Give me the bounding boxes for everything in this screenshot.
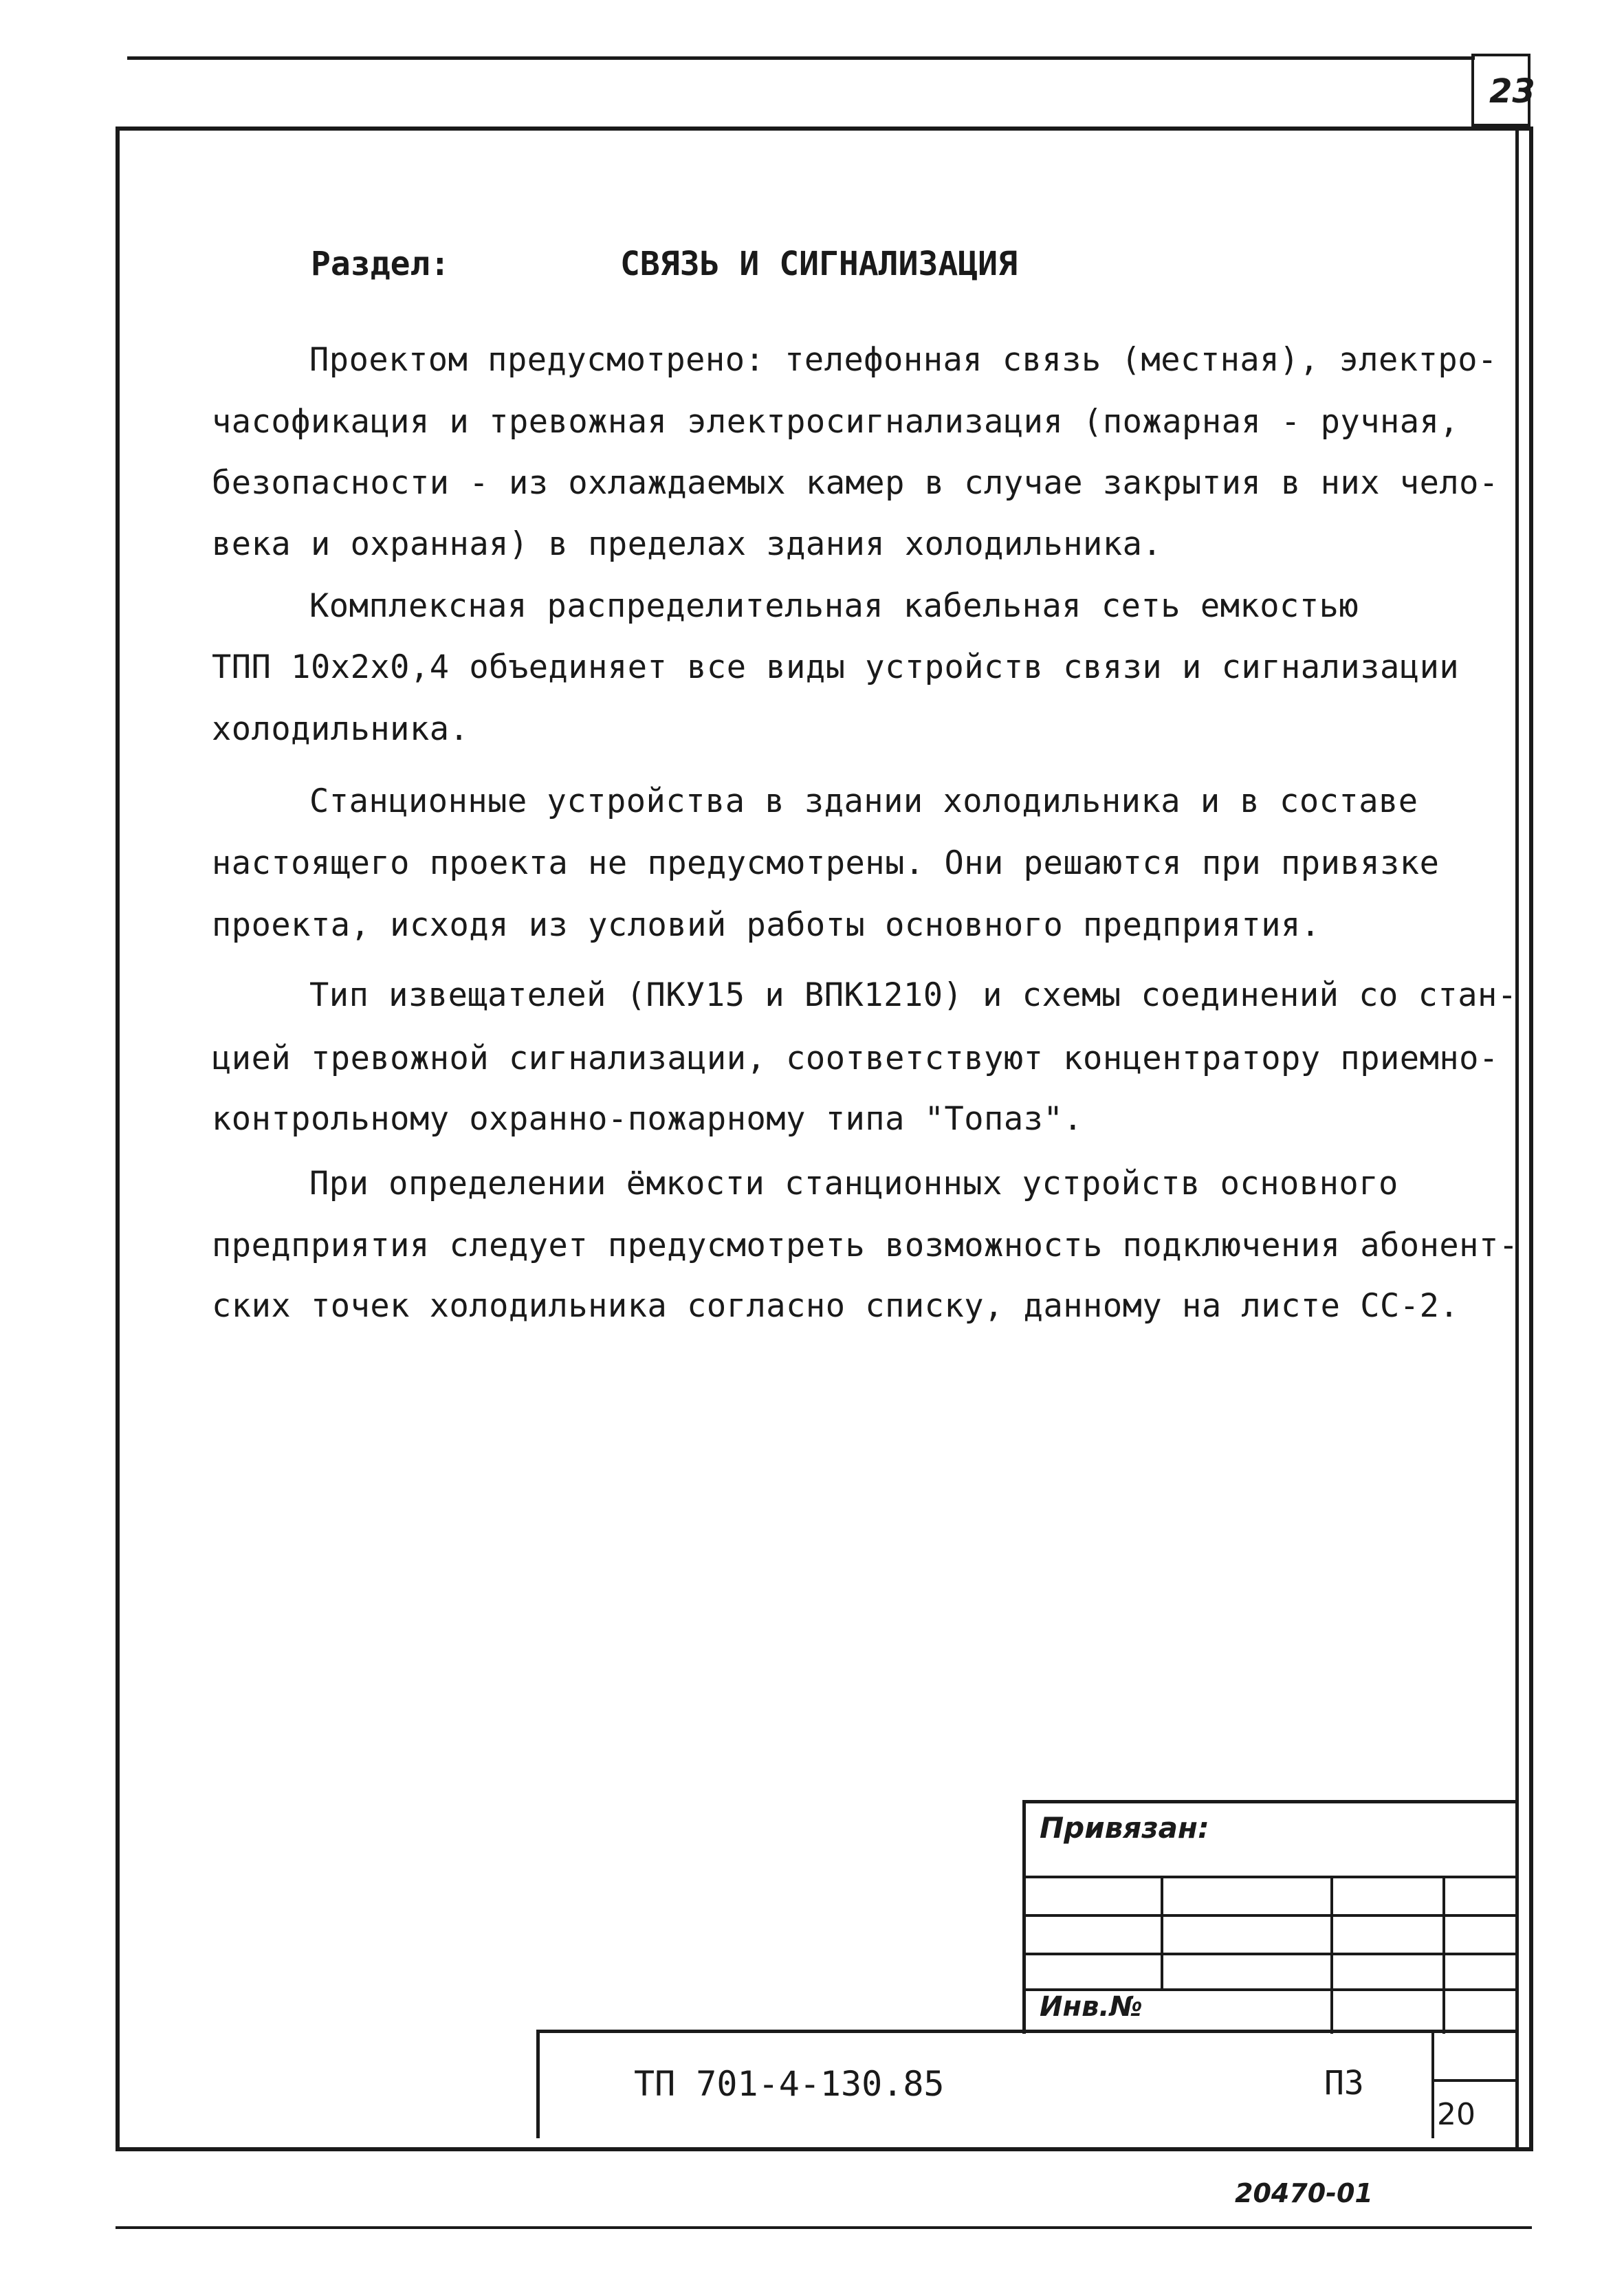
body-line: часофикация и тревожная электросигнализация (пожарная - ручная, (212, 403, 1460, 441)
inv-label: Инв.№ (1040, 1991, 1143, 2023)
body-line: холодильника. (212, 710, 470, 748)
page-number: 23 (1489, 72, 1535, 111)
sheet-number: 20 (1437, 2097, 1475, 2132)
body-line: проекта, исходя из условий работы основного предприятия. (212, 906, 1321, 944)
body-line: Проектом предусмотрено: телефонная связь (местная), электро- (309, 341, 1497, 379)
document-code: ТП 701-4-130.85 (634, 2064, 945, 2104)
body-line: контрольному охранно-пожарному типа "Топаз". (212, 1100, 1084, 1138)
stamp-vline-2 (1330, 1876, 1333, 2034)
body-line: настоящего проекта не предусмотрены. Они решаются при привязке (212, 844, 1440, 882)
footer-number: 20470-01 (1235, 2178, 1373, 2208)
top-border-line (127, 56, 1475, 60)
body-line: предприятия следует предусмотреть возможность подключения абонент- (212, 1227, 1519, 1264)
body-line: цией тревожной сигнализации, соответствуют концентратору приемно- (212, 1040, 1499, 1077)
title-block-left-line (536, 2030, 540, 2138)
privyazan-label: Привязан: (1040, 1811, 1209, 1845)
stamp-vline-1 (1161, 1876, 1163, 1990)
sheet-box-top-line (1431, 2079, 1518, 2082)
section-label: Раздел: (311, 245, 450, 283)
body-line: Тип извещателей (ПКУ15 и ВПК1210) и схемы соединений со стан- (309, 976, 1517, 1014)
stamp-left-line (1022, 1800, 1026, 2034)
body-line: ских точек холодильника согласно списку, данному на листе СС-2. (212, 1287, 1460, 1325)
footer-line (116, 2226, 1532, 2229)
body-line: века и охранная) в пределах здания холодильника. (212, 525, 1163, 563)
stamp-vline-3 (1442, 1876, 1445, 2034)
title-block-divider (1431, 2030, 1434, 2138)
body-line: ТПП 10х2х0,4 объединяет все виды устройств связи и сигнализации (212, 648, 1460, 686)
frame-right-inner-line (1515, 127, 1519, 2151)
body-line: Станционные устройства в здании холодильника и в составе (309, 782, 1418, 820)
section-title: СВЯЗЬ И СИГНАЛИЗАЦИЯ (620, 245, 1018, 283)
title-block-top-line (536, 2030, 1518, 2033)
body-line: безопасности - из охлаждаемых камер в случае закрытия в них чело- (212, 464, 1499, 502)
body-line: Комплексная распределительная кабельная сеть емкостью (309, 587, 1359, 625)
body-line: При определении ёмкости станционных устройств основного (309, 1165, 1398, 1203)
stamp-top-line (1022, 1800, 1516, 1803)
document-type: ПЗ (1324, 2064, 1364, 2102)
